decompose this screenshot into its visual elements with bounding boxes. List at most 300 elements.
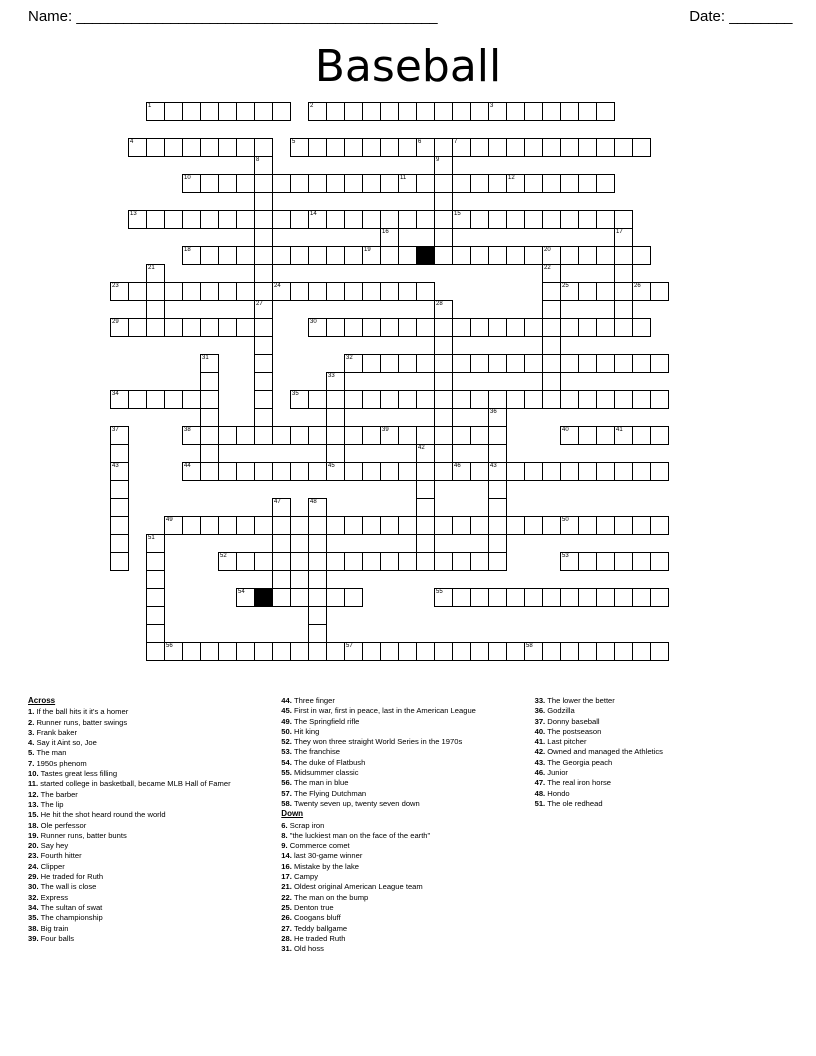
crossword-cell[interactable] [434,174,453,193]
crossword-cell[interactable] [218,552,237,571]
crossword-cell[interactable] [470,390,489,409]
crossword-cell[interactable] [506,642,525,661]
crossword-cell[interactable] [614,426,633,445]
crossword-cell[interactable] [632,642,651,661]
crossword-cell[interactable] [596,516,615,535]
crossword-cell[interactable] [236,588,255,607]
crossword-cell[interactable] [560,210,579,229]
crossword-cell[interactable] [452,390,471,409]
crossword-cell[interactable] [362,354,381,373]
crossword-cell[interactable] [524,174,543,193]
crossword-cell[interactable] [254,336,273,355]
crossword-cell[interactable] [200,516,219,535]
crossword-cell[interactable] [578,516,597,535]
crossword-cell[interactable] [560,462,579,481]
crossword-cell[interactable] [416,444,435,463]
crossword-cell[interactable] [614,300,633,319]
crossword-cell[interactable] [344,246,363,265]
crossword-cell[interactable] [506,102,525,121]
crossword-cell[interactable] [146,264,165,283]
crossword-cell[interactable] [326,552,345,571]
crossword-cell[interactable] [452,174,471,193]
crossword-cell[interactable] [290,390,309,409]
crossword-cell[interactable] [524,588,543,607]
crossword-cell[interactable] [146,102,165,121]
crossword-cell[interactable] [416,480,435,499]
crossword-cell[interactable] [506,390,525,409]
crossword-cell[interactable] [290,588,309,607]
crossword-cell[interactable] [452,102,471,121]
crossword-cell[interactable] [524,462,543,481]
crossword-cell[interactable] [290,552,309,571]
crossword-cell[interactable] [200,210,219,229]
crossword-cell[interactable] [110,480,129,499]
crossword-cell[interactable] [110,462,129,481]
crossword-cell[interactable] [650,282,669,301]
crossword-cell[interactable] [380,354,399,373]
crossword-cell[interactable] [254,192,273,211]
crossword-cell[interactable] [362,318,381,337]
crossword-cell[interactable] [524,102,543,121]
crossword-cell[interactable] [470,174,489,193]
crossword-cell[interactable] [632,516,651,535]
crossword-cell[interactable] [326,408,345,427]
crossword-cell[interactable] [416,534,435,553]
crossword-cell[interactable] [632,354,651,373]
crossword-cell[interactable] [524,246,543,265]
crossword-cell[interactable] [452,588,471,607]
crossword-cell[interactable] [272,642,291,661]
crossword-cell[interactable] [416,138,435,157]
crossword-cell[interactable] [578,246,597,265]
crossword-cell[interactable] [434,516,453,535]
crossword-cell[interactable] [488,318,507,337]
crossword-cell[interactable] [434,138,453,157]
crossword-cell[interactable] [560,174,579,193]
crossword-cell[interactable] [164,390,183,409]
crossword-cell[interactable] [164,642,183,661]
crossword-cell[interactable] [416,354,435,373]
crossword-cell[interactable] [344,102,363,121]
crossword-cell[interactable] [380,246,399,265]
crossword-cell[interactable] [650,588,669,607]
crossword-cell[interactable] [236,138,255,157]
crossword-cell[interactable] [200,318,219,337]
crossword-cell[interactable] [290,210,309,229]
crossword-cell[interactable] [542,102,561,121]
crossword-cell[interactable] [506,588,525,607]
crossword-cell[interactable] [560,588,579,607]
crossword-cell[interactable] [398,174,417,193]
crossword-cell[interactable] [308,102,327,121]
crossword-cell[interactable] [272,588,291,607]
crossword-cell[interactable] [308,624,327,643]
crossword-cell[interactable] [164,138,183,157]
crossword-cell[interactable] [560,426,579,445]
crossword-cell[interactable] [596,588,615,607]
crossword-cell[interactable] [182,516,201,535]
crossword-cell[interactable] [560,390,579,409]
crossword-cell[interactable] [272,246,291,265]
crossword-cell[interactable] [434,354,453,373]
crossword-cell[interactable] [470,246,489,265]
crossword-cell[interactable] [146,552,165,571]
crossword-cell[interactable] [524,210,543,229]
crossword-cell[interactable] [146,534,165,553]
crossword-cell[interactable] [128,282,147,301]
crossword-cell[interactable] [524,354,543,373]
crossword-cell[interactable] [290,642,309,661]
crossword-cell[interactable] [632,246,651,265]
crossword-cell[interactable] [416,462,435,481]
crossword-cell[interactable] [218,516,237,535]
crossword-cell[interactable] [308,588,327,607]
crossword-cell[interactable] [434,246,453,265]
crossword-cell[interactable] [416,642,435,661]
crossword-cell[interactable] [200,174,219,193]
crossword-cell[interactable] [470,516,489,535]
crossword-cell[interactable] [506,138,525,157]
crossword-cell[interactable] [632,588,651,607]
crossword-cell[interactable] [398,552,417,571]
crossword-cell[interactable] [110,390,129,409]
crossword-cell[interactable] [254,138,273,157]
crossword-cell[interactable] [344,138,363,157]
crossword-cell[interactable] [146,570,165,589]
crossword-cell[interactable] [326,282,345,301]
crossword-cell[interactable] [146,138,165,157]
crossword-cell[interactable] [146,390,165,409]
crossword-cell[interactable] [542,588,561,607]
crossword-cell[interactable] [308,390,327,409]
crossword-cell[interactable] [398,516,417,535]
crossword-cell[interactable] [146,642,165,661]
crossword-cell[interactable] [272,516,291,535]
crossword-cell[interactable] [110,552,129,571]
crossword-cell[interactable] [146,300,165,319]
crossword-cell[interactable] [632,552,651,571]
crossword-cell[interactable] [488,210,507,229]
crossword-cell[interactable] [146,624,165,643]
crossword-cell[interactable] [650,642,669,661]
crossword-cell[interactable] [182,318,201,337]
crossword-cell[interactable] [362,138,381,157]
crossword-cell[interactable] [200,444,219,463]
crossword-cell[interactable] [452,246,471,265]
crossword-cell[interactable] [182,642,201,661]
crossword-cell[interactable] [110,426,129,445]
crossword-cell[interactable] [434,642,453,661]
crossword-cell[interactable] [452,138,471,157]
crossword-cell[interactable] [416,102,435,121]
crossword-cell[interactable] [398,138,417,157]
crossword-cell[interactable] [488,462,507,481]
crossword-cell[interactable] [110,318,129,337]
crossword-cell[interactable] [164,102,183,121]
crossword-cell[interactable] [380,516,399,535]
crossword-cell[interactable] [434,318,453,337]
crossword-cell[interactable] [218,462,237,481]
crossword-cell[interactable] [434,156,453,175]
crossword-cell[interactable] [470,138,489,157]
crossword-cell[interactable] [182,462,201,481]
crossword-cell[interactable] [650,390,669,409]
crossword-cell[interactable] [344,354,363,373]
crossword-cell[interactable] [290,246,309,265]
crossword-cell[interactable] [560,318,579,337]
crossword-cell[interactable] [272,534,291,553]
crossword-cell[interactable] [362,174,381,193]
crossword-cell[interactable] [614,390,633,409]
crossword-cell[interactable] [362,390,381,409]
crossword-cell[interactable] [308,534,327,553]
crossword-cell[interactable] [236,102,255,121]
crossword-cell[interactable] [254,642,273,661]
crossword-cell[interactable] [596,390,615,409]
crossword-cell[interactable] [308,642,327,661]
crossword-cell[interactable] [416,390,435,409]
crossword-cell[interactable] [452,462,471,481]
crossword-cell[interactable] [434,552,453,571]
crossword-cell[interactable] [614,642,633,661]
crossword-cell[interactable] [254,300,273,319]
crossword-cell[interactable] [434,336,453,355]
crossword-cell[interactable] [380,426,399,445]
crossword-cell[interactable] [164,282,183,301]
crossword-cell[interactable] [362,210,381,229]
crossword-cell[interactable] [560,354,579,373]
crossword-cell[interactable] [578,138,597,157]
crossword-cell[interactable] [578,426,597,445]
crossword-cell[interactable] [236,246,255,265]
crossword-cell[interactable] [434,192,453,211]
crossword-cell[interactable] [416,552,435,571]
crossword-cell[interactable] [470,462,489,481]
crossword-cell[interactable] [596,210,615,229]
crossword-cell[interactable] [560,552,579,571]
crossword-cell[interactable] [524,318,543,337]
crossword-cell[interactable] [218,642,237,661]
crossword-cell[interactable] [182,282,201,301]
crossword-cell[interactable] [488,498,507,517]
crossword-cell[interactable] [542,462,561,481]
crossword-cell[interactable] [344,588,363,607]
crossword-cell[interactable] [254,210,273,229]
crossword-cell[interactable] [272,462,291,481]
crossword-cell[interactable] [614,282,633,301]
crossword-cell[interactable] [326,426,345,445]
crossword-cell[interactable] [344,516,363,535]
crossword-cell[interactable] [200,642,219,661]
crossword-cell[interactable] [470,588,489,607]
crossword-cell[interactable] [380,210,399,229]
crossword-cell[interactable] [362,552,381,571]
crossword-cell[interactable] [560,246,579,265]
crossword-cell[interactable] [596,246,615,265]
crossword-cell[interactable] [380,174,399,193]
crossword-cell[interactable] [488,354,507,373]
crossword-cell[interactable] [416,426,435,445]
crossword-cell[interactable] [254,462,273,481]
crossword-cell[interactable] [506,246,525,265]
crossword-cell[interactable] [326,246,345,265]
crossword-cell[interactable] [542,264,561,283]
crossword-cell[interactable] [614,318,633,337]
crossword-cell[interactable] [128,318,147,337]
crossword-cell[interactable] [506,354,525,373]
crossword-cell[interactable] [308,210,327,229]
crossword-cell[interactable] [596,426,615,445]
crossword-cell[interactable] [182,210,201,229]
crossword-cell[interactable] [488,174,507,193]
crossword-cell[interactable] [326,516,345,535]
crossword-cell[interactable] [488,516,507,535]
crossword-cell[interactable] [542,300,561,319]
crossword-cell[interactable] [560,642,579,661]
crossword-cell[interactable] [110,282,129,301]
crossword-cell[interactable] [254,174,273,193]
crossword-cell[interactable] [362,282,381,301]
crossword-cell[interactable] [578,318,597,337]
crossword-cell[interactable] [506,516,525,535]
crossword-cell[interactable] [614,228,633,247]
crossword-cell[interactable] [200,282,219,301]
crossword-cell[interactable] [272,426,291,445]
crossword-cell[interactable] [434,102,453,121]
crossword-cell[interactable] [434,210,453,229]
crossword-cell[interactable] [254,246,273,265]
crossword-cell[interactable] [542,246,561,265]
crossword-cell[interactable] [596,102,615,121]
crossword-cell[interactable] [488,390,507,409]
crossword-cell[interactable] [146,282,165,301]
crossword-cell[interactable] [236,282,255,301]
crossword-cell[interactable] [596,138,615,157]
crossword-cell[interactable] [254,408,273,427]
crossword-cell[interactable] [326,372,345,391]
crossword-cell[interactable] [344,318,363,337]
crossword-cell[interactable] [506,318,525,337]
crossword-cell[interactable] [326,318,345,337]
crossword-cell[interactable] [488,138,507,157]
crossword-cell[interactable] [254,318,273,337]
crossword-cell[interactable] [182,246,201,265]
crossword-cell[interactable] [452,426,471,445]
crossword-cell[interactable] [524,390,543,409]
crossword-cell[interactable] [290,174,309,193]
crossword-cell[interactable] [614,588,633,607]
crossword-cell[interactable] [218,102,237,121]
crossword-cell[interactable] [614,138,633,157]
crossword-cell[interactable] [236,426,255,445]
crossword-cell[interactable] [272,282,291,301]
crossword-cell[interactable] [326,588,345,607]
crossword-cell[interactable] [488,552,507,571]
crossword-cell[interactable] [614,210,633,229]
crossword-cell[interactable] [416,516,435,535]
crossword-cell[interactable] [542,318,561,337]
crossword-cell[interactable] [380,642,399,661]
crossword-cell[interactable] [362,426,381,445]
crossword-cell[interactable] [542,210,561,229]
crossword-cell[interactable] [380,462,399,481]
crossword-cell[interactable] [308,498,327,517]
crossword-cell[interactable] [488,444,507,463]
crossword-cell[interactable] [128,390,147,409]
crossword-cell[interactable] [182,390,201,409]
crossword-cell[interactable] [542,354,561,373]
crossword-cell[interactable] [380,552,399,571]
crossword-cell[interactable] [578,588,597,607]
crossword-cell[interactable] [398,210,417,229]
crossword-cell[interactable] [308,570,327,589]
crossword-cell[interactable] [380,390,399,409]
crossword-cell[interactable] [434,588,453,607]
crossword-cell[interactable] [542,390,561,409]
crossword-cell[interactable] [542,138,561,157]
crossword-cell[interactable] [560,282,579,301]
crossword-cell[interactable] [308,246,327,265]
crossword-cell[interactable] [254,156,273,175]
crossword-cell[interactable] [254,552,273,571]
crossword-cell[interactable] [146,588,165,607]
crossword-cell[interactable] [614,246,633,265]
crossword-cell[interactable] [614,516,633,535]
crossword-cell[interactable] [218,426,237,445]
crossword-cell[interactable] [632,462,651,481]
crossword-cell[interactable] [560,516,579,535]
crossword-cell[interactable] [362,462,381,481]
crossword-cell[interactable] [632,426,651,445]
crossword-cell[interactable] [470,318,489,337]
crossword-cell[interactable] [578,282,597,301]
crossword-cell[interactable] [542,642,561,661]
crossword-cell[interactable] [632,282,651,301]
crossword-cell[interactable] [398,354,417,373]
crossword-cell[interactable] [218,174,237,193]
crossword-cell[interactable] [488,246,507,265]
crossword-cell[interactable] [254,102,273,121]
crossword-cell[interactable] [236,174,255,193]
crossword-cell[interactable] [110,516,129,535]
crossword-cell[interactable] [542,282,561,301]
crossword-cell[interactable] [470,642,489,661]
crossword-cell[interactable] [578,390,597,409]
crossword-cell[interactable] [470,426,489,445]
crossword-cell[interactable] [434,462,453,481]
crossword-cell[interactable] [632,138,651,157]
crossword-cell[interactable] [434,300,453,319]
crossword-cell[interactable] [326,138,345,157]
crossword-cell[interactable] [650,516,669,535]
crossword-cell[interactable] [434,390,453,409]
crossword-cell[interactable] [434,426,453,445]
crossword-cell[interactable] [578,462,597,481]
crossword-cell[interactable] [344,210,363,229]
crossword-cell[interactable] [452,210,471,229]
crossword-cell[interactable] [596,552,615,571]
crossword-cell[interactable] [614,264,633,283]
crossword-cell[interactable] [236,552,255,571]
name-blank-line[interactable]: ______________________________________________ [76,8,438,25]
crossword-cell[interactable] [254,390,273,409]
crossword-cell[interactable] [470,354,489,373]
crossword-cell[interactable] [326,174,345,193]
crossword-cell[interactable] [542,336,561,355]
crossword-grid[interactable] [110,102,710,692]
crossword-cell[interactable] [272,102,291,121]
crossword-cell[interactable] [362,246,381,265]
